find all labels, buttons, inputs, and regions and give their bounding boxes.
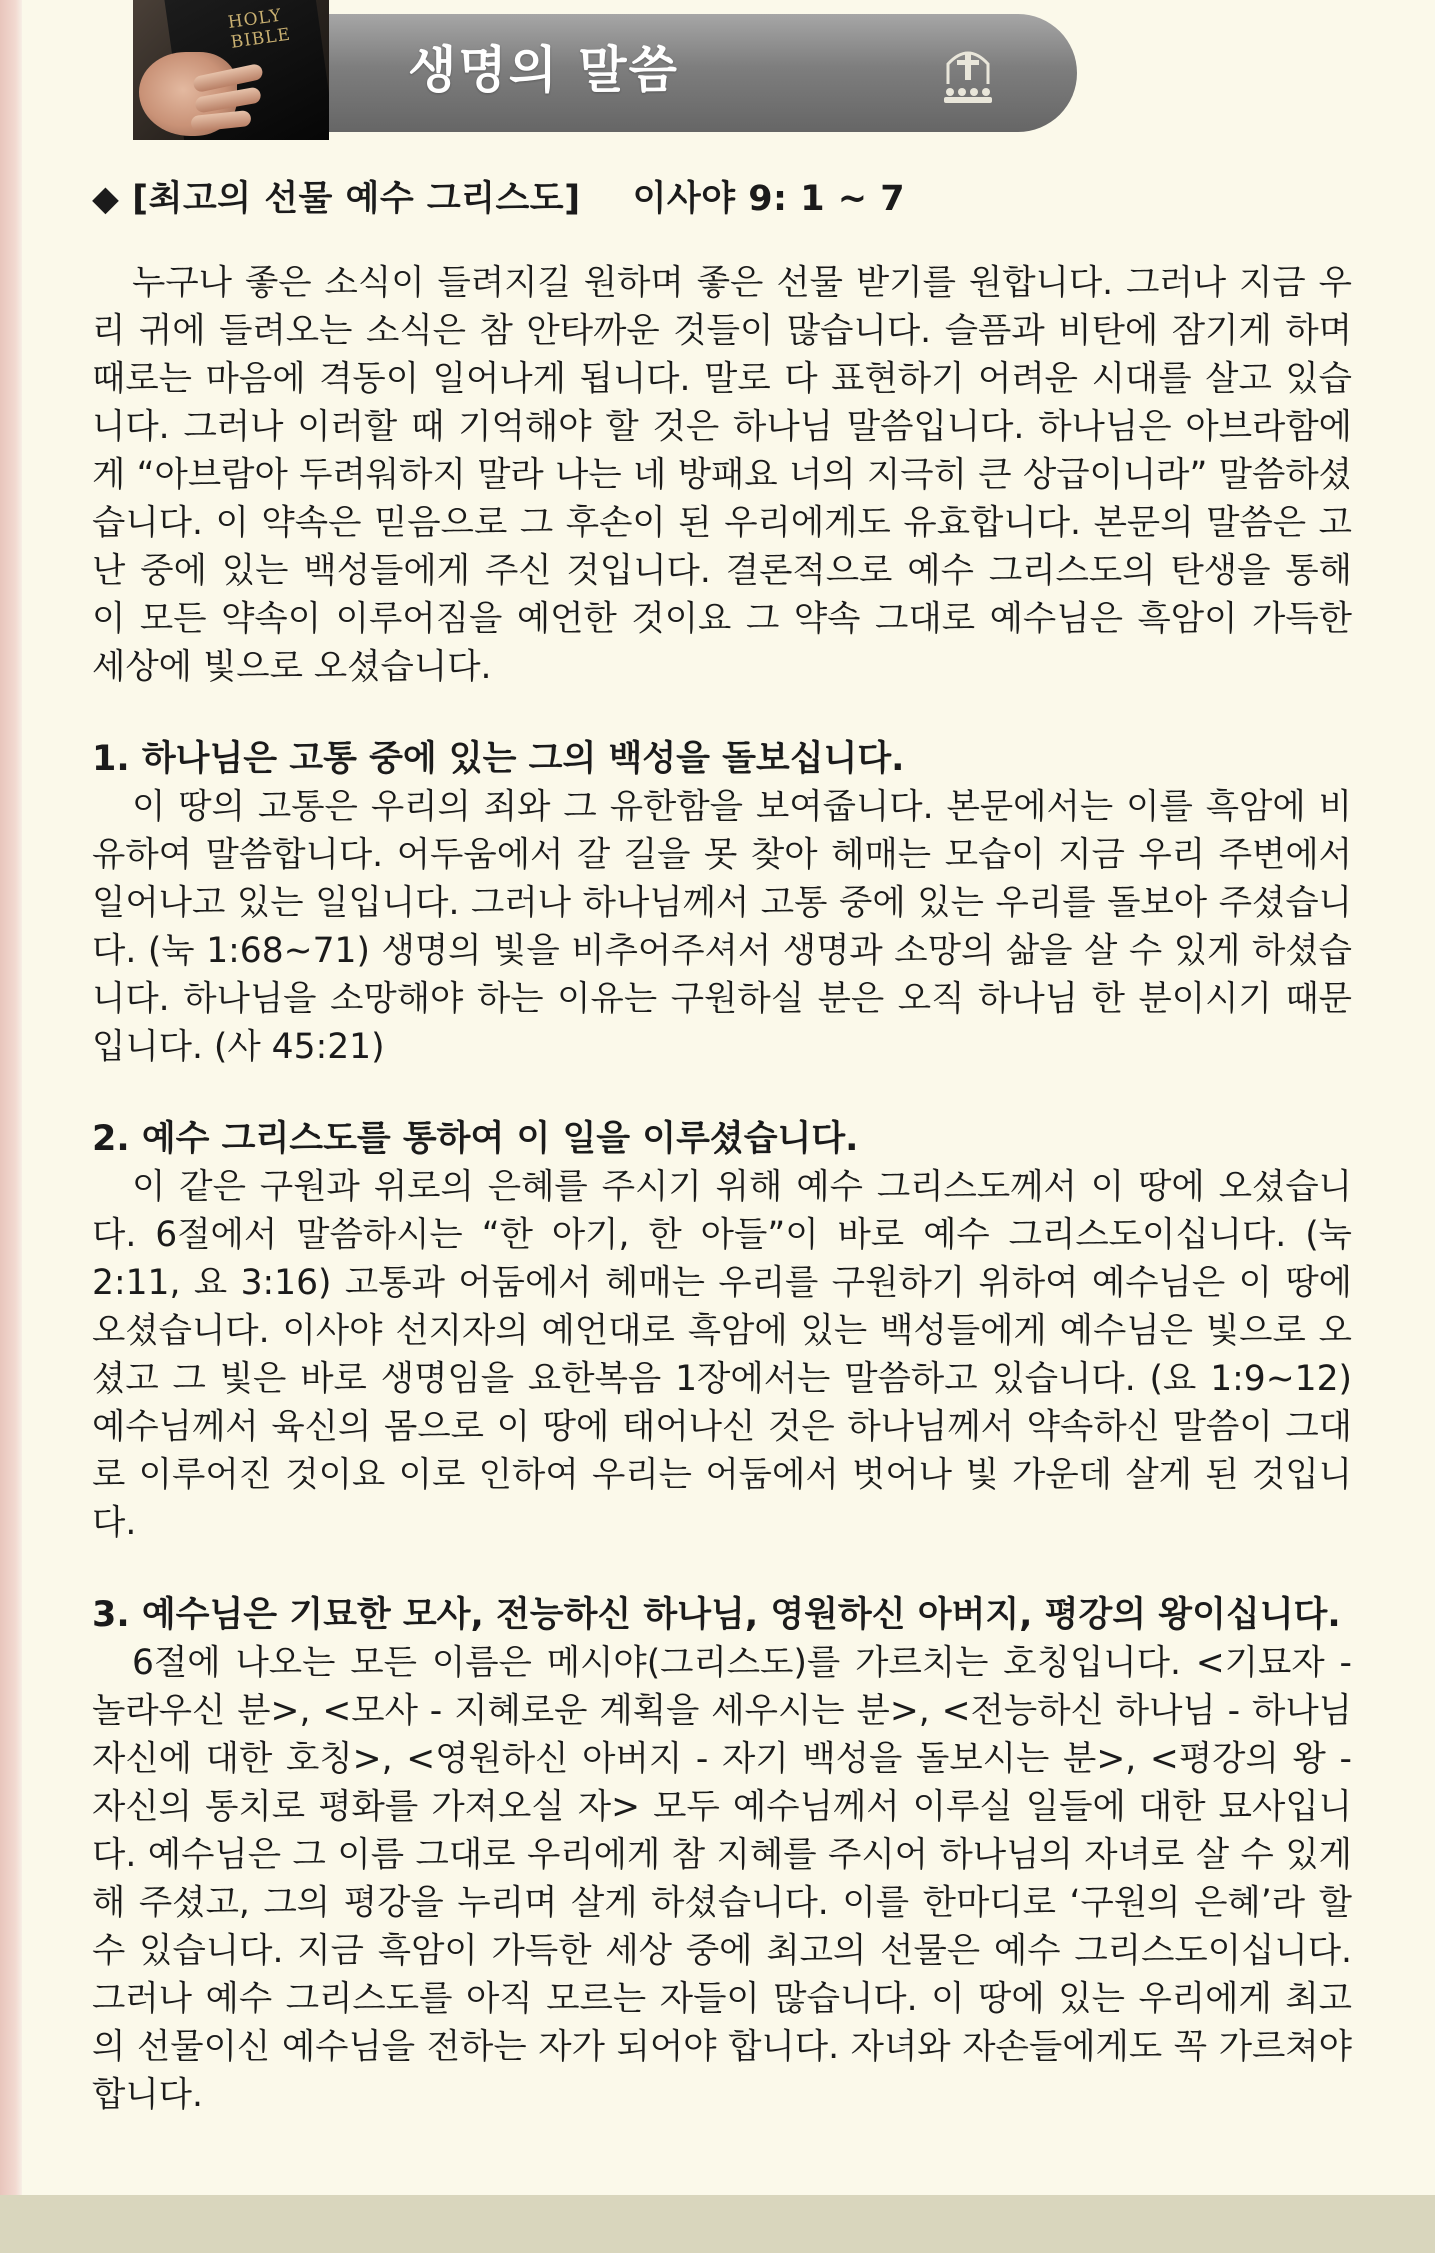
bottom-band	[0, 2195, 1435, 2253]
left-edge-strip	[0, 0, 22, 2253]
spacer	[92, 1547, 1352, 1591]
sermon-subtitle	[92, 175, 1352, 223]
church-cross-icon	[940, 44, 996, 106]
diamond-bullet-icon: ◆	[92, 179, 120, 219]
intro-paragraph: 누구나 좋은 소식이 들려지길 원하며 좋은 선물 받기를 원합니다. 그러나 지금 우리 귀에 들려오는 소식은 참 안타까운 것들이 많습니다. 슬픔과 비탄에 잠기게 하며 때로는 마음에 격동이 일어나게 됩니다. 말로 다 표현하기 어려운 시대를 살고 있습니다. 그러나 이러할 때 기억해야 할 것은 하나님 말씀입니다. 하나님은 아브라함에게 “아브람아 두려워하지 말라 나는 네 방패요 너의 지극히 큰 상급이니라” 말씀하셨습니다. 이 약속은 믿음으로 그 후손이 된 우리에게도 유효합니다. 본문의 말씀은 고난 중에 있는 백성들에게 주신 것입니다. 결론적으로 예수 그리스도의 탄생을 통해 이 모든 약속이 이루어짐을 예언한 것이요 그 약속 그대로 예수님은 흑암이 가득한 세상에 빛으로 오셨습니다.	[92, 263, 1352, 687]
page-title: 생명의 말씀	[408, 41, 679, 99]
sermon-content	[92, 175, 1352, 2119]
scripture-reference: 이사야 9: 1 ~ 7	[632, 179, 906, 219]
section-3-body: 6절에 나오는 모든 이름은 메시야(그리스도)를 가르치는 호칭입니다. <기묘자 - 놀라우신 분>, <모사 - 지혜로운 계획을 세우시는 분>, <전능하신 하나님 - 하나님 자신에 대한 호칭>, <영원하신 아버지 - 자기 백성을 돌보시는 분>, <평강의 왕 - 자신의 통치로 평화를 가져오실 자> 모두 예수님께서 이루실 일들에 대한 묘사입니다. 예수님은 그 이름 그대로 우리에게 참 지혜를 주시어 하나님의 자녀로 살 수 있게 해 주셨고, 그의 평강을 누리며 살게 하셨습니다. 이를 한마디로 ‘구원의 은혜’라 할 수 있습니다. 지금 흑암이 가득한 세상 중에 최고의 선물은 예수 그리스도이십니다. 그러나 예수 그리스도를 아직 모르는 자들이 많습니다. 이 땅에 있는 우리에게 최고의 선물이신 예수님을 전하는 자가 되어야 합니다. 자녀와 자손들에게도 꼭 가르쳐야 합니다.	[92, 1643, 1352, 2115]
spacer	[92, 691, 1352, 735]
sermon-title: [최고의 선물 예수 그리스도]	[132, 179, 581, 219]
bible-cover-label: HOLY BIBLE	[226, 5, 293, 53]
section-3-heading: 3. 예수님은 기묘한 모사, 전능하신 하나님, 영원하신 아버지, 평강의 왕이십니다.	[92, 1595, 1341, 1635]
spacer	[92, 1071, 1352, 1115]
section-2-body: 이 같은 구원과 위로의 은혜를 주시기 위해 예수 그리스도께서 이 땅에 오셨습니다. 6절에서 말씀하시는 “한 아기, 한 아들”이 바로 예수 그리스도이십니다. (눅 2:11, 요 3:16) 고통과 어둠에서 헤매는 우리를 구원하기 위하여 예수님은 이 땅에 오셨습니다. 이사야 선지자의 예언대로 흑암에 있는 백성들에게 예수님은 빛으로 오셨고 그 빛은 바로 생명임을 요한복음 1장에서는 말씀하고 있습니다. (요 1:9~12) 예수님께서 육신의 몸으로 이 땅에 태어나신 것은 하나님께서 약속하신 말씀이 그대로 이루어진 것이요 이로 인하여 우리는 어둠에서 벗어나 빛 가운데 살게 된 것입니다.	[92, 1167, 1352, 1543]
section-1-heading: 1. 하나님은 고통 중에 있는 그의 백성을 돌보십니다.	[92, 739, 905, 779]
section-2-heading: 2. 예수 그리스도를 통하여 이 일을 이루셨습니다.	[92, 1119, 859, 1159]
bible-photo	[133, 0, 329, 140]
section-1-body: 이 땅의 고통은 우리의 죄와 그 유한함을 보여줍니다. 본문에서는 이를 흑암에 비유하여 말씀합니다. 어두움에서 갈 길을 못 찾아 헤매는 모습이 지금 우리 주변에서 일어나고 있는 일입니다. 그러나 하나님께서 고통 중에 있는 우리를 돌보아 주셨습니다. (눅 1:68~71) 생명의 빛을 비추어주셔서 생명과 소망의 삶을 살 수 있게 하셨습니다. 하나님을 소망해야 하는 이유는 구원하실 분은 오직 하나님 한 분이시기 때문입니다. (사 45:21)	[92, 787, 1352, 1067]
